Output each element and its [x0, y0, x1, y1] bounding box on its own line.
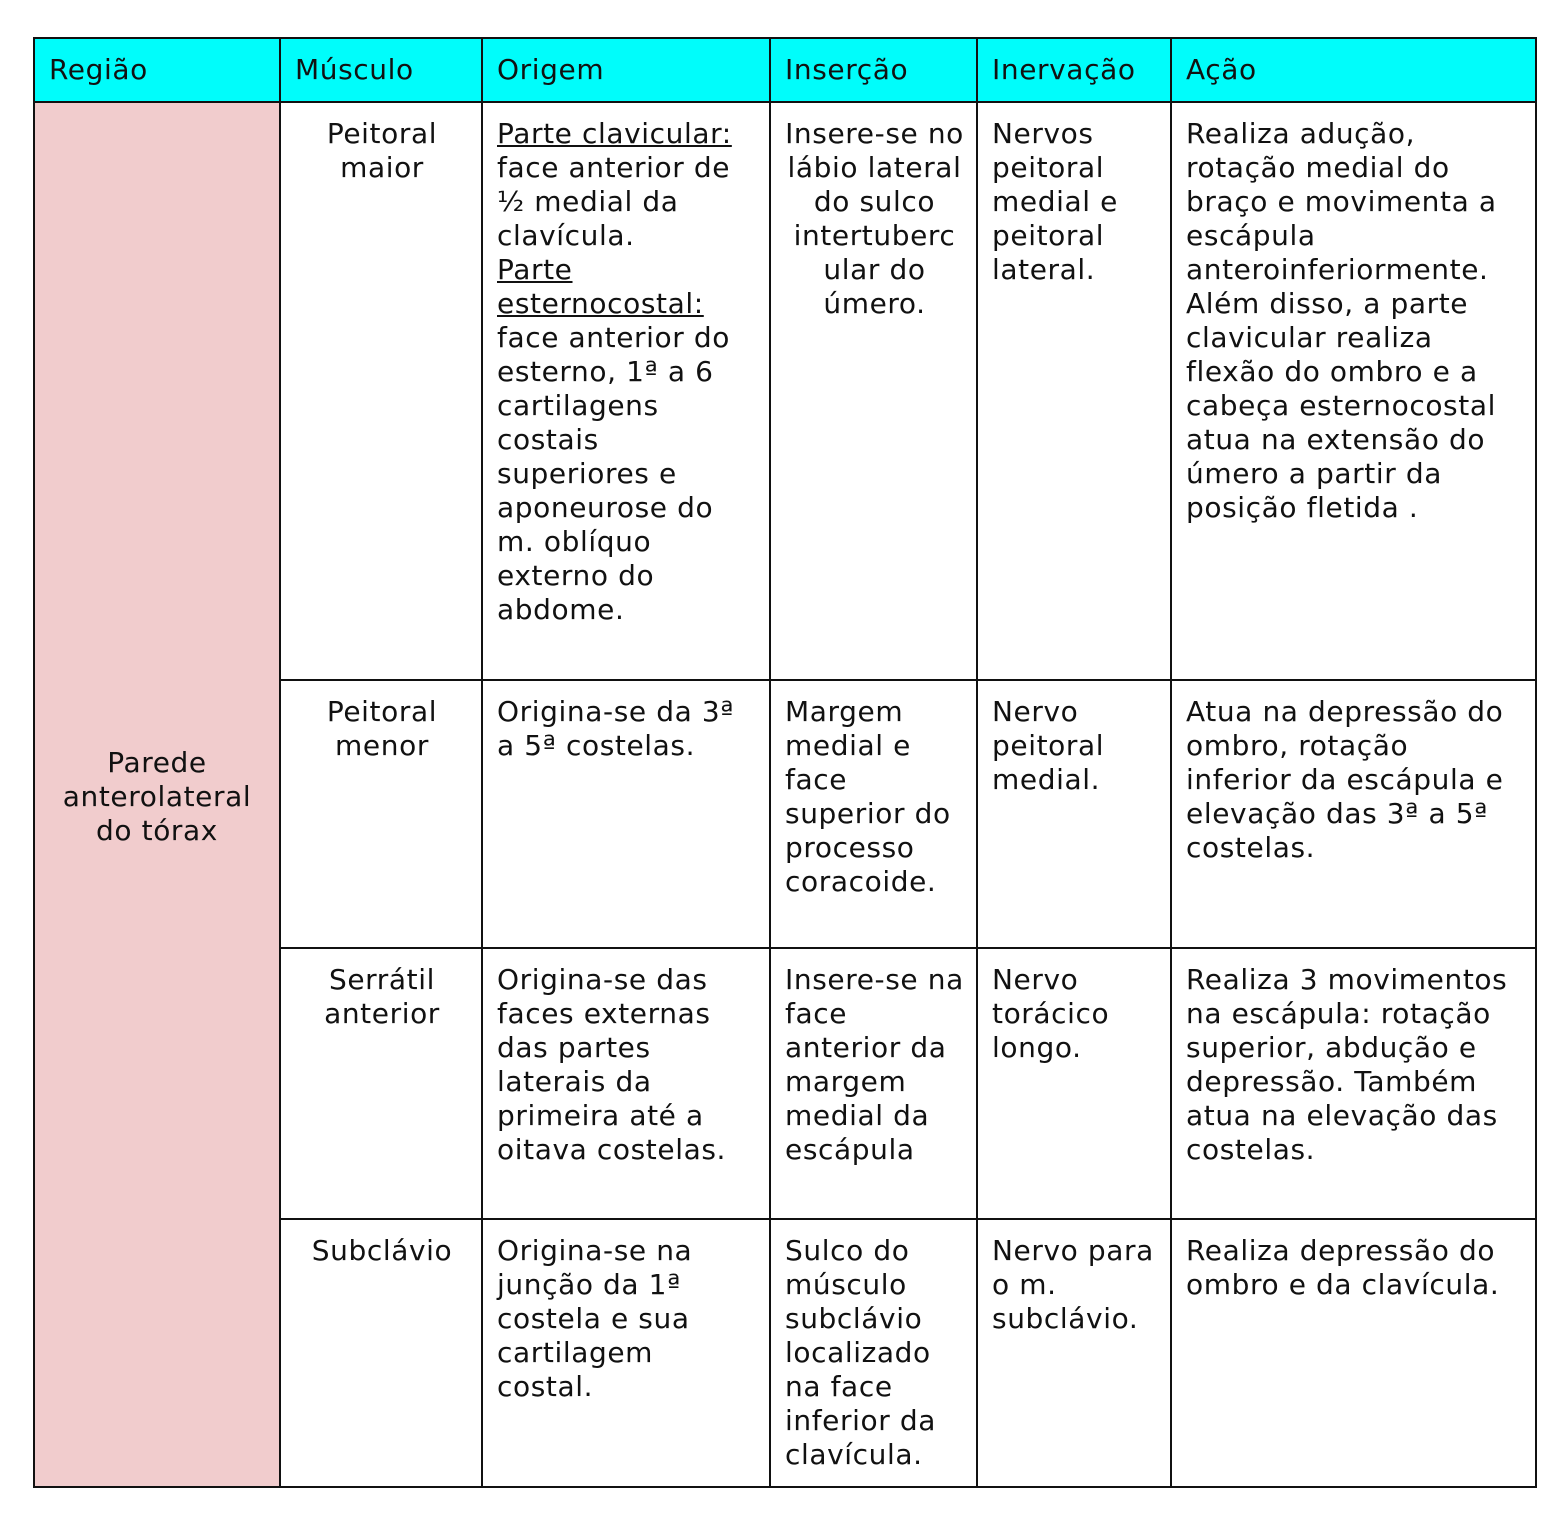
acao-cell: Realiza adução, rotação medial do braço e movimenta a escápula anteroinferiormente. Além disso, a parte clavicular realiza flexão do ombro e a cabeça esternocostal atua na extensão do úmero a partir da posição fletida . [1171, 102, 1536, 680]
musculo-cell: Serrátil anterior [280, 948, 482, 1219]
header-inervacao: Inervação [977, 38, 1171, 102]
origem-cell [482, 102, 770, 680]
origem-cell: Origina-se na junção da 1ª costela e sua cartilagem costal. [482, 1219, 770, 1487]
inervacao-cell: Nervo torácico longo. [977, 948, 1171, 1219]
origem-part-clavicular-text: face anterior de ½ medial da clavícula. [497, 151, 731, 252]
insercao-cell: Margem medial e face superior do processo coracoide. [770, 680, 977, 948]
insercao-cell: Insere-se na face anterior da margem medial da escápula [770, 948, 977, 1219]
header-insercao: Inserção [770, 38, 977, 102]
region-cell: Parede anterolateral do tórax [34, 102, 280, 1487]
origem-part-esternocostal-text: face anterior do esterno, 1ª a 6 cartilagens costais superiores e aponeurose do m. oblíquo externo do abdome. [497, 321, 730, 626]
musculo-cell: Peitoral maior [280, 102, 482, 680]
header-row [34, 38, 1536, 102]
origem-part-clavicular-label: Parte clavicular: [497, 117, 732, 150]
inervacao-cell: Nervo peitoral medial. [977, 680, 1171, 948]
header-origem: Origem [482, 38, 770, 102]
inervacao-cell: Nervo para o m. subclávio. [977, 1219, 1171, 1487]
acao-cell: Realiza 3 movimentos na escápula: rotação superior, abdução e depressão. Também atua na elevação das costelas. [1171, 948, 1536, 1219]
header-regiao: Região [34, 38, 280, 102]
musculo-cell: Subclávio [280, 1219, 482, 1487]
acao-cell: Realiza depressão do ombro e da clavícula. [1171, 1219, 1536, 1487]
origem-cell: Origina-se da 3ª a 5ª costelas. [482, 680, 770, 948]
header-acao: Ação [1171, 38, 1536, 102]
inervacao-cell: Nervos peitoral medial e peitoral lateral. [977, 102, 1171, 680]
acao-cell: Atua na depressão do ombro, rotação inferior da escápula e elevação das 3ª a 5ª costelas. [1171, 680, 1536, 948]
origem-part-esternocostal-label: Parte esternocostal: [497, 253, 704, 320]
origem-cell: Origina-se das faces externas das partes laterais da primeira até a oitava costelas. [482, 948, 770, 1219]
insercao-cell: Sulco do músculo subclávio localizado na face inferior da clavícula. [770, 1219, 977, 1487]
table-row [34, 102, 1536, 680]
musculo-cell: Peitoral menor [280, 680, 482, 948]
header-musculo: Músculo [280, 38, 482, 102]
muscle-table [33, 37, 1537, 1488]
insercao-cell: Insere-se no lábio lateral do sulco intertubercular do úmero. [770, 102, 977, 680]
